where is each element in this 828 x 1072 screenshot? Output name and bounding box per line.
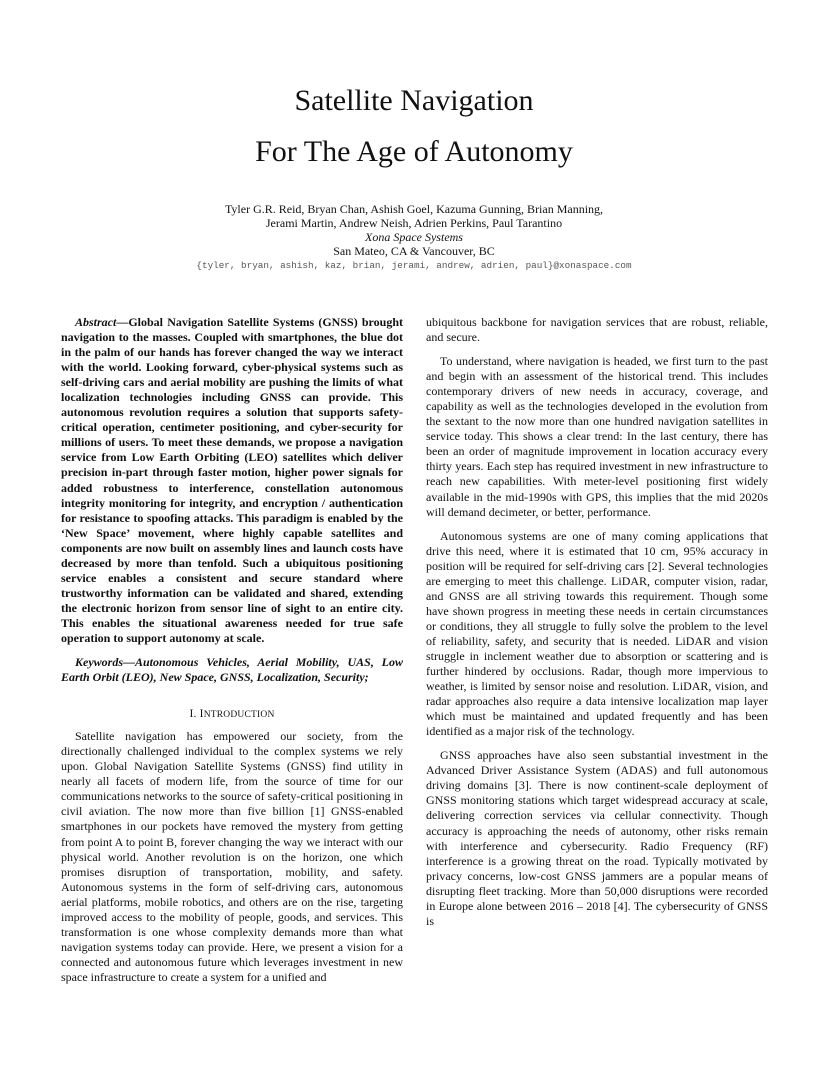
keywords-text: —Autonomous Vehicles, Aerial Mobility, UAS, Low Earth Orbit (LEO), New Space, GNSS, Localization, Security;: [61, 655, 403, 685]
section-first-letter: I: [199, 708, 204, 721]
section-heading-introduction: [61, 707, 403, 723]
section-numeral: I.: [189, 708, 197, 721]
left-column: [61, 315, 403, 985]
right-column: [426, 315, 768, 929]
author-names-line2: Jerami Martin, Andrew Neish, Adrien Perkins, Paul Tarantino: [265, 216, 563, 230]
right-paragraph-4: GNSS approaches have also seen substantial investment in the Advanced Driver Assistance System (ADAS) and full autonomous driving domains [3]. There is now continent-scale deployment of GNSS monitoring stations which target widespread accuracy at scale, delivering correction services via cellular connectivity. Though accuracy is approaching the needs of autonomy, other risks remain with interference and cybersecurity. Radio Frequency (RF) interference is a growing threat on the road. Typically motivated by privacy concerns, low-cost GNSS jammers are a popular means of disrupting fleet tracking. More than 50,000 disruptions were recorded in Europe alone between 2016 – 2018 [4]. The cybersecurity of GNSS is: [426, 748, 768, 928]
left-paragraph-1: Satellite navigation has empowered our society, from the directionally challenged individual to the complex systems we rely upon. Global Navigation Satellite Systems (GNSS) find utility in nearly all facets of modern life, from the source of time for our communications networks to the source of safety-critical positioning in civil aviation. The now more than five billion [1] GNSS-enabled smartphones in our pockets have removed the mystery from getting from point A to point B, forever changing the way we interact with our physical world. Another revolution is on the horizon, one which promises disruption of transportation, mobility, and safety. Autonomous systems in the form of self-driving cars, autonomous aerial platforms, mobile robotics, and others are on the rise, targeting improved access to the mobility of people, goods, and services. This transformation is one whose complexity demands more than what navigation systems today can provide. Here, we present a vision for a connected and autonomous future which leverages investment in new space infrastructure to create a system for a unified and: [61, 729, 403, 984]
author-emails: {tyler, bryan, ashish, kaz, brian, jerami, andrew, adrien, paul}@xonaspace.com: [196, 260, 632, 271]
paper-title-line2: For The Age of Autonomy: [255, 135, 573, 168]
abstract-text: —Global Navigation Satellite Systems (GNSS) brought navigation to the masses. Coupled with smartphones, the blue dot in the palm of our hands has forever changed the way we interact with the world. Looking forward, cyber-physical systems such as self-driving cars and aerial mobility are pushing the limits of what localization technologies including GNSS can provide. This autonomous revolution requires a solution that supports safety-critical operation, centimeter positioning, and cyber-security for millions of users. To meet these demands, we propose a navigation service from Low Earth Orbiting (LEO) satellites which deliver precision in-part through faster motion, higher power signals for added robustness to interference, constellation autonomous integrity monitoring for integrity, and encryption / authentication for resistance to spoofing attacks. This paradigm is enabled by the ‘New Space’ movement, where highly capable satellites and components are now built on assembly lines and launch costs have decreased by more than tenfold. Such a ubiquitous positioning service enables a consistent and secure standard where trustworthy information can be validated and shared, extending the electronic horizon from sensor line of sight to an entire city. This enables the situational awareness needed for true safe operation to support autonomy at scale.: [61, 315, 403, 645]
author-block: [0, 202, 828, 273]
author-names-line1: Tyler G.R. Reid, Bryan Chan, Ashish Goel, Kazuma Gunning, Brian Manning,: [224, 202, 604, 216]
location: San Mateo, CA & Vancouver, BC: [333, 244, 495, 258]
section-title-rest: NTRODUCTION: [203, 710, 275, 721]
affiliation: Xona Space Systems: [365, 230, 463, 244]
paper-title-line1: Satellite Navigation: [294, 84, 534, 117]
keywords: [61, 655, 403, 685]
abstract: [61, 315, 403, 646]
right-paragraph-1: ubiquitous backbone for navigation services that are robust, reliable, and secure.: [426, 315, 768, 345]
right-paragraph-2: To understand, where navigation is headed, we first turn to the past and begin with an assessment of the historical trend. This includes contemporary drivers of new needs in accuracy, coverage, and capability as well as the technologies developed in the evolution from the sextant to the now more than one hundred navigation satellites in service today. This shows a clear trend: In the last century, there has been an order of magnitude improvement in location accuracy every thirty years. Each step has required investment in new infrastructure to reach new capabilities. With meter-level positioning first widely available in the mid-1990s with GPS, this implies that the mid 2020s will demand decimeter, or better, performance.: [426, 354, 768, 519]
right-paragraph-3: Autonomous systems are one of many coming applications that drive this need, where it is estimated that 10 cm, 95% accuracy in position will be required for self-driving cars [2]. Several technologies are emerging to meet this challenge. LiDAR, computer vision, radar, and GNSS are all striving towards this requirement. Though some have shown progress in meeting these needs in certain circumstances or conditions, they all struggle to fully solve the problem to the level of reliability, safety, and security that is needed. LiDAR and vision struggle in inclement weather due to absorption or scattering and is further hindered by occlusions. Radar, though more impervious to weather, is limited by sensor noise and resolution. LiDAR, vision, and radar approaches also require a data intensive localization map layer which must be maintained and updated frequently and has been identified as a major risk of the technology.: [426, 528, 768, 739]
keywords-lead: Keywords: [75, 655, 123, 670]
abstract-lead: Abstract: [75, 315, 117, 329]
